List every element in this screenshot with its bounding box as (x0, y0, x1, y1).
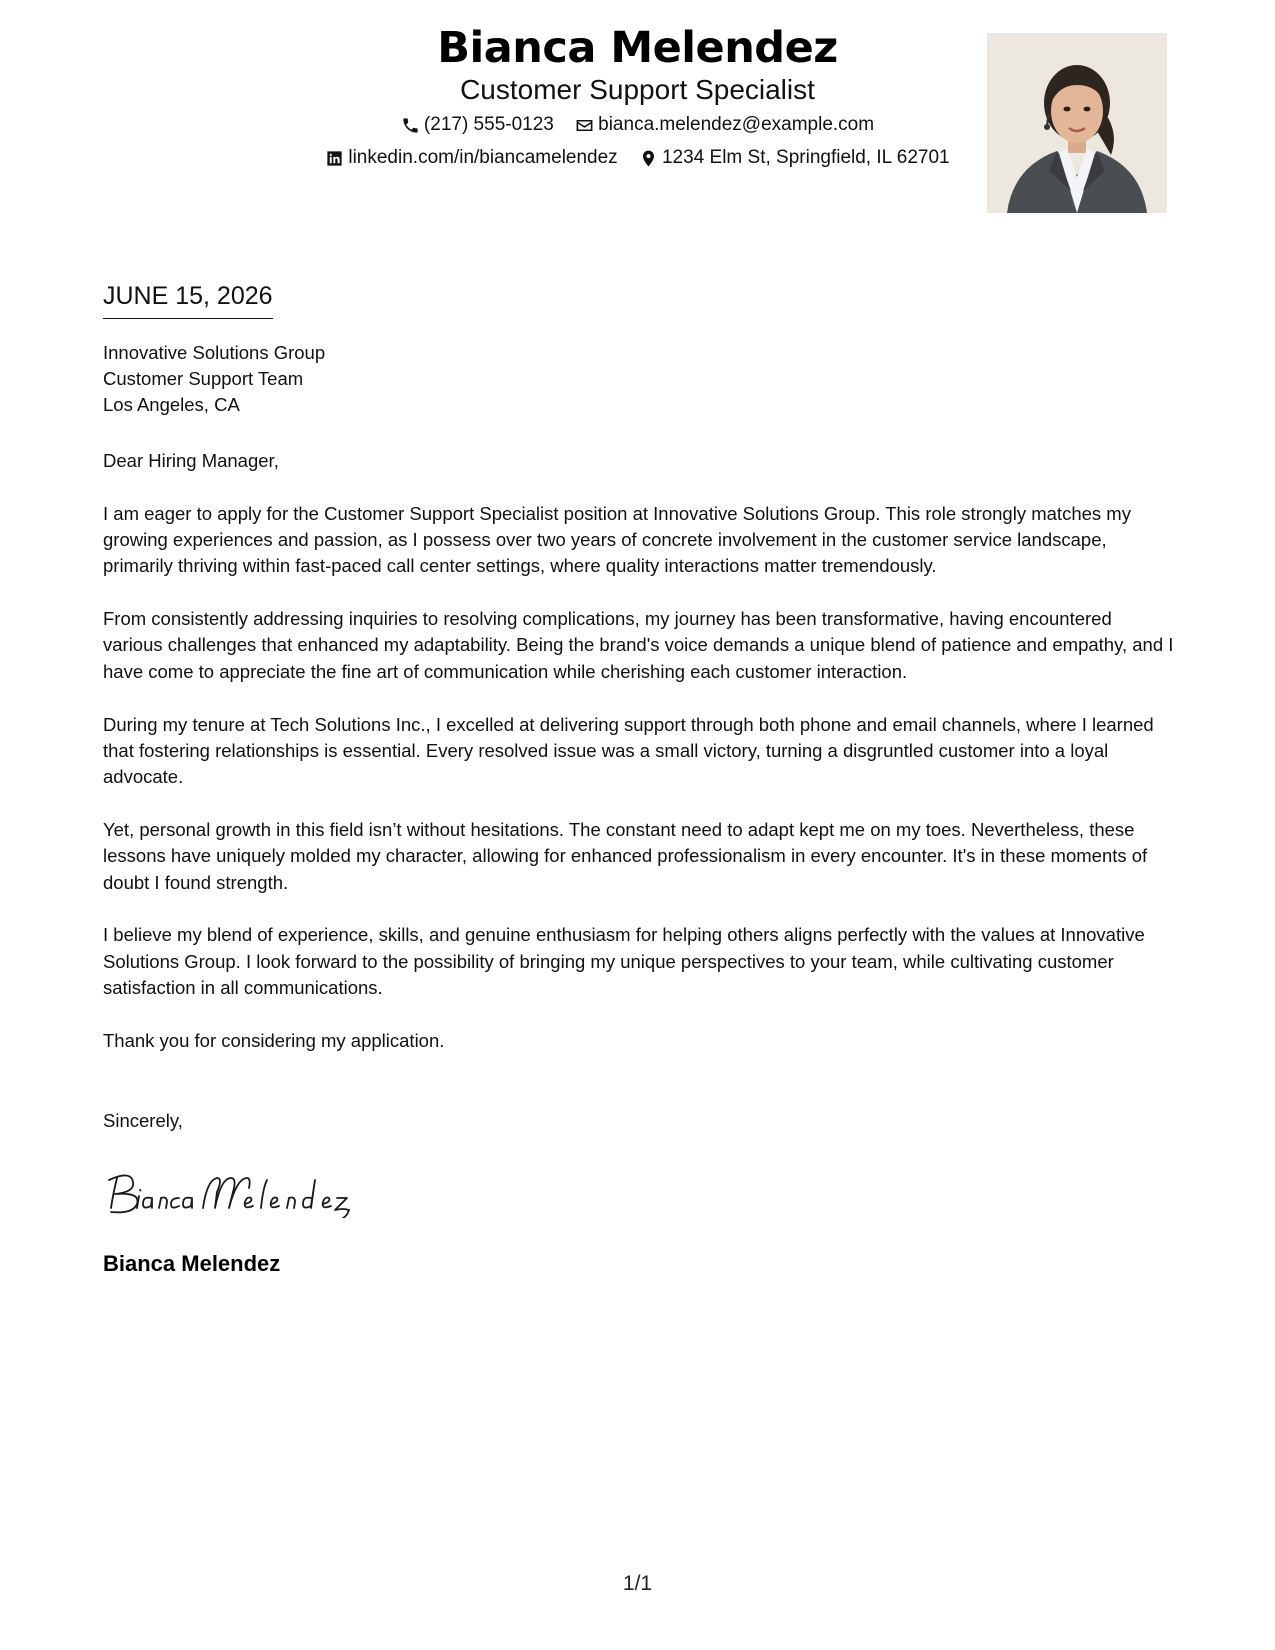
paragraph-4: Yet, personal growth in this field isn’t without hesitations. The constant need to adapt kept me on my toes. Nevertheless, these lessons have uniquely molded my character, allowing for enhanced professionalism in every encounter. It's in these moments of doubt I found strength. (103, 818, 1148, 893)
paragraph-6: Thank you for considering my application. (103, 1029, 445, 1051)
map-marker-icon (639, 149, 658, 168)
recipient-block (103, 340, 325, 418)
paragraph-3: During my tenure at Tech Solutions Inc., I excelled at delivering support through both phone and email channels, where I learned that fostering relationships is essential. Every resolved issue was a small victory, turning a disgruntled customer into a loyal advocate. (103, 713, 1154, 788)
paragraph-1: I am eager to apply for the Customer Support Specialist position at Innovative Solutions Group. This role strongly matches my growing experiences and passion, as I possess over two years of concrete involvement in the customer service landscape, primarily thriving within fast-paced call center settings, where quality interactions matter tremendously. (103, 502, 1131, 577)
profile-photo (987, 33, 1167, 213)
applicant-title: Customer Support Specialist (460, 74, 815, 105)
recipient-team: Customer Support Team (103, 368, 304, 389)
letter-date: JUNE 15, 2026 (103, 280, 273, 319)
linkedin-url: linkedin.com/in/biancamelendez (348, 147, 618, 168)
paragraph-5: I believe my blend of experience, skills, and genuine enthusiasm for helping others aligns perfectly with the values at Innovative Solutions Group. I look forward to the possibility of bringing my unique perspectives to your team, while cultivating customer satisfaction in all communications. (103, 924, 1145, 998)
contact-address (639, 145, 950, 171)
contact-email (575, 112, 874, 138)
portrait-image (987, 33, 1167, 213)
signature-image (103, 1168, 373, 1218)
email-address: bianca.melendez@example.com (598, 114, 875, 135)
letter-header (0, 20, 1275, 220)
linkedin-icon (325, 149, 344, 168)
envelope-icon (575, 116, 594, 135)
phone-icon (401, 116, 420, 135)
salutation: Dear Hiring Manager, (103, 450, 279, 471)
recipient-location: Los Angeles, CA (103, 394, 240, 415)
letter-body (103, 448, 1175, 1081)
street-address: 1234 Elm St, Springfield, IL 62701 (661, 147, 950, 168)
paragraph-2: From consistently addressing inquiries to resolving complications, my journey has been transformative, having encountered various challenges that enhanced my adaptability. Being the brand's voice demands a unique blend of patience and empathy, and I have come to appreciate the fine art of communication while cherishing each customer interaction. (103, 608, 1174, 682)
handwritten-signature (103, 1168, 373, 1218)
closing: Sincerely, (103, 1110, 183, 1131)
recipient-company: Innovative Solutions Group (103, 342, 326, 363)
applicant-name: Bianca Melendez (437, 23, 838, 73)
signed-name: Bianca Melendez (103, 1251, 281, 1276)
phone-number: (217) 555-0123 (423, 114, 554, 135)
contact-linkedin (325, 145, 617, 171)
page-number: 1/1 (622, 1572, 653, 1595)
contact-phone (401, 112, 554, 138)
